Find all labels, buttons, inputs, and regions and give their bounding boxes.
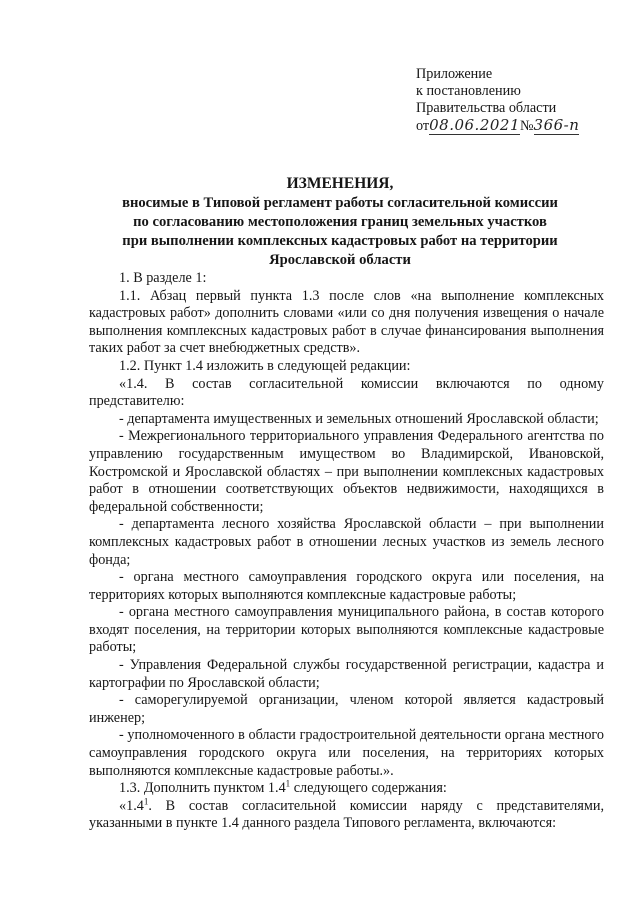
list-item: - департамента лесного хозяйства Ярославской области – при выполнении комплексных кадастровых работ в отношении лесных участков из земель лесного фонда; [89,516,604,568]
list-item: - Управления Федеральной службы государственной регистрации, кадастра и картографии по Ярославской области; [89,657,604,691]
date-prefix: от [416,118,430,134]
approval-line: к постановлению [416,83,521,99]
approval-line: Приложение [416,66,493,82]
title-line: вносимые в Типовой регламент работы согласительной комиссии [122,195,558,211]
title-line: при выполнении комплексных кадастровых работ на территории [122,233,558,249]
title-line: по согласованию местоположения границ земельных участков [133,214,547,230]
approval-stamp [416,66,579,135]
paragraph [89,780,604,798]
list-item: - департамента имущественных и земельных отношений Ярославской области; [119,410,599,427]
paragraph: 1.2. Пункт 1.4 изложить в следующей редакции: [119,357,411,374]
approval-date-number [416,117,579,135]
approval-line: Правительства области [416,100,557,116]
paragraph-text: следующего содержания: [290,780,447,797]
document-title [60,174,620,270]
list-item: - уполномоченного в области градостроительной деятельности органа местного самоуправления городского округа или поселения, на территориях которых выполняются комплексные кадастровые работы.». [89,727,604,779]
number-prefix: № [520,118,534,134]
paragraph: «1.4. В состав согласительной комиссии включаются по одному представителю: [89,375,604,410]
title-line: Ярославской области [269,252,411,268]
superscript: 1 [285,778,291,789]
title-heading: ИЗМЕНЕНИЯ, [286,175,394,192]
handwritten-number: 366-п [533,116,580,134]
paragraph-text: 1.3. Дополнить пунктом 1.4 [119,780,286,797]
list-item: - органа местного самоуправления городского округа или поселения, на территориях которых выполняются комплексные кадастровые работы; [89,569,604,603]
paragraph: 1.1. Абзац первый пункта 1.3 после слов «на выполнение комплексных кадастровых работ» дополнить словами «или со дня получения извещения о начале выполнения комплексных кадастровых работ в случае финансирования выполнения таких работ за счет внебюджетных средств». [89,287,604,357]
handwritten-date: 08.06.2021 [429,116,520,134]
paragraph [89,798,604,833]
list-item: - саморегулируемой организации, членом которой является кадастровый инженер; [89,692,604,726]
list-item: - органа местного самоуправления муниципального района, в состав которого входят поселения, на территории которых выполняются комплексные кадастровые работы; [89,604,604,656]
document-body [89,270,604,833]
paragraph-text: «1.4 [119,797,144,814]
superscript: 1 [143,796,149,807]
list-item: - Межрегионального территориального управления Федерального агентства по управлению государственным имуществом во Владимирской, Ивановской, Костромской и Ярославской областях – при выполнении комплексных кадастровых работ в отношении соответствующих объектов недвижимости, находящихся в федеральной собственности; [89,428,604,515]
paragraph-text: . В состав согласительной комиссии наряду с представителями, указанными в пункте 1.4 данного раздела Типового регламента, включаются: [89,797,604,832]
paragraph: 1. В разделе 1: [119,270,207,286]
